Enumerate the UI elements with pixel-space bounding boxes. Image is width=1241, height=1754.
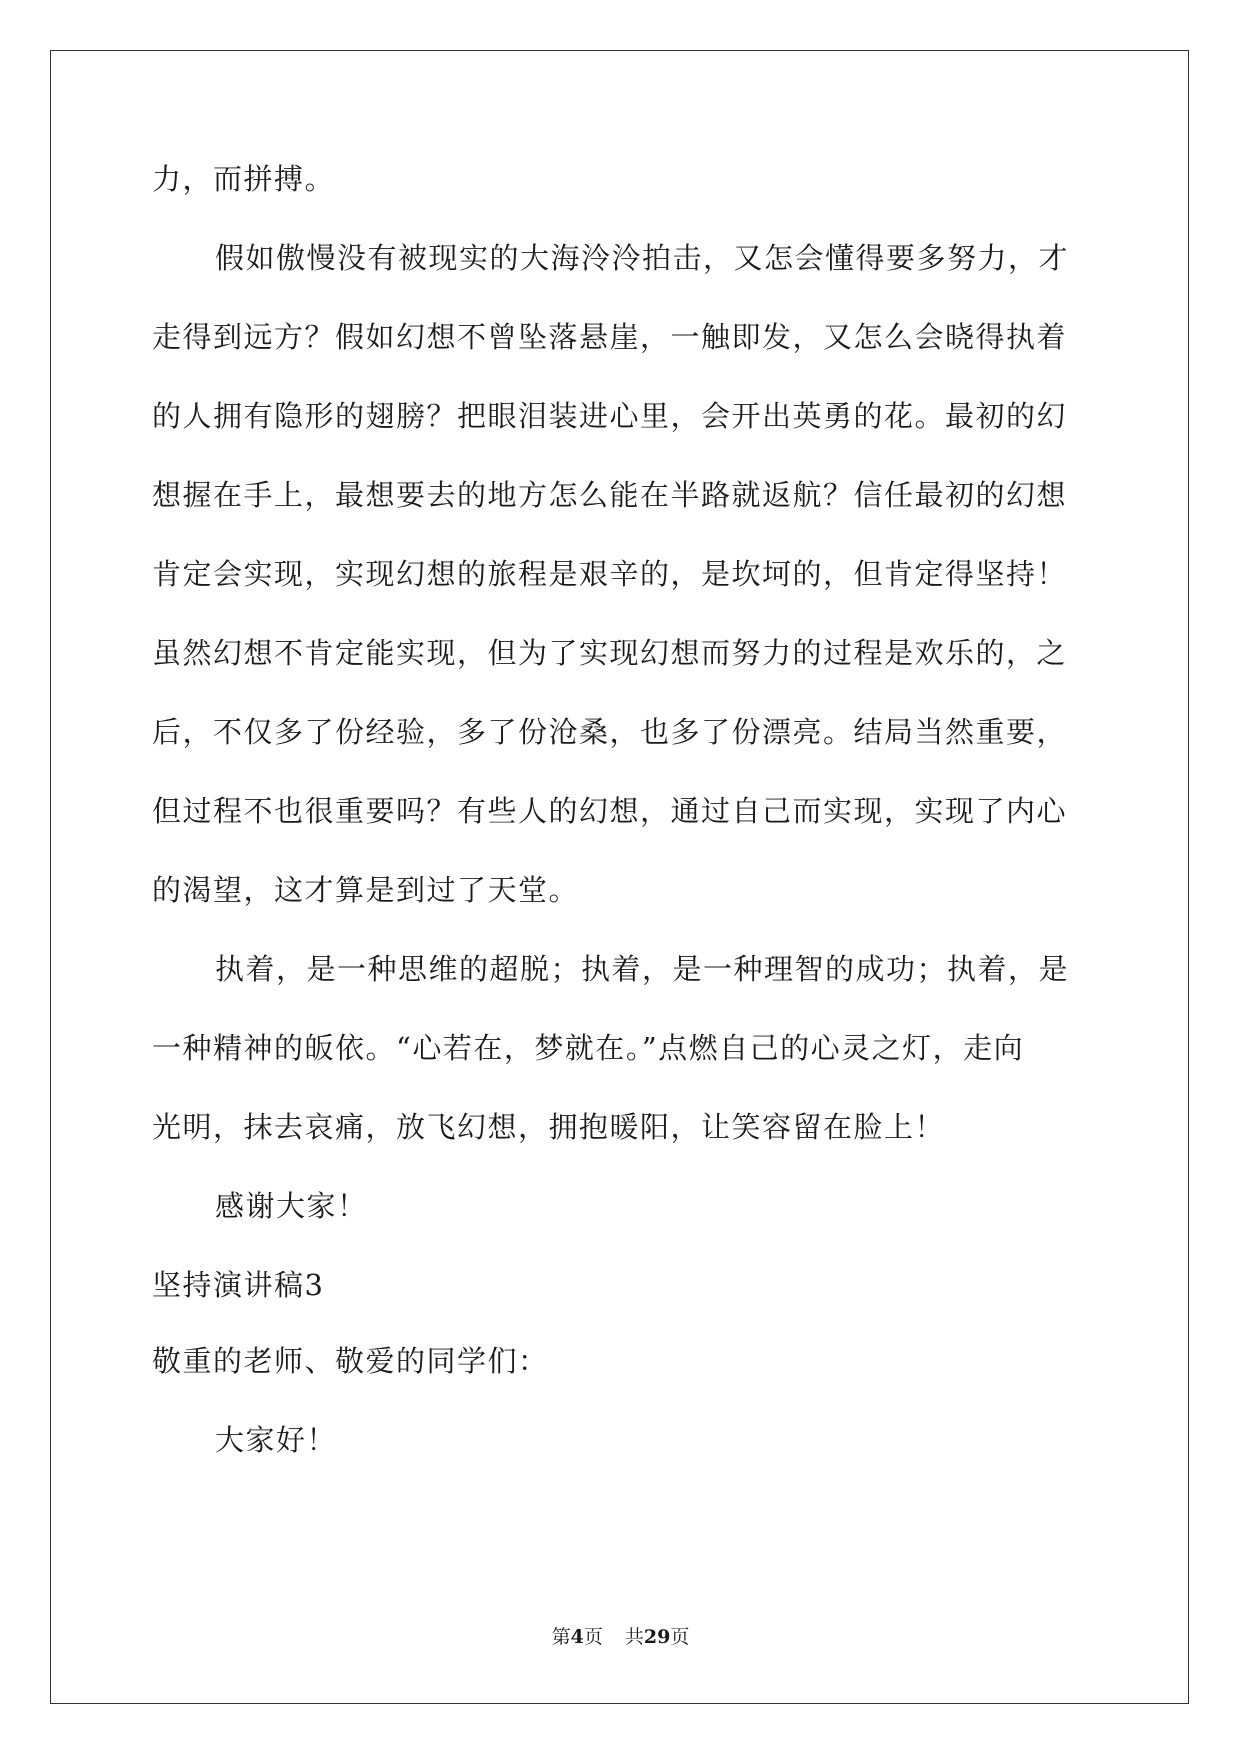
- text-line: 的人拥有隐形的翅膀？把眼泪装进心里，会开出英勇的花。最初的幻: [152, 399, 1068, 433]
- footer-total-pages: 29: [643, 1626, 671, 1648]
- text-line: 但过程不也很重要吗？有些人的幻想，通过自己而实现，实现了内心: [152, 794, 1068, 828]
- text-line: 走得到远方？假如幻想不曾坠落悬崖，一触即发，又怎么会晓得执着: [152, 320, 1068, 354]
- greeting: 大家好！: [215, 1423, 338, 1457]
- footer-page-suffix: 页: [583, 1626, 603, 1648]
- page-footer: [0, 1625, 1241, 1649]
- footer-total-suffix: 页: [670, 1626, 690, 1648]
- text-line: 虽然幻想不肯定能实现，但为了实现幻想而努力的过程是欢乐的，之: [152, 636, 1068, 670]
- text-line: 一种精神的皈依。“心若在，梦就在。”点燃自己的心灵之灯，走向: [152, 1031, 1025, 1065]
- document-body: [152, 160, 1092, 1460]
- footer-total-prefix: 共: [624, 1626, 644, 1648]
- text-line: 肯定会实现，实现幻想的旅程是艰辛的，是坎坷的，但肯定得坚持！: [152, 557, 1068, 591]
- footer-page-number: 4: [570, 1626, 584, 1648]
- text-line: 执着，是一种思维的超脱；执着，是一种理智的成功；执着，是: [215, 952, 1070, 986]
- section-heading: 坚持演讲稿3: [152, 1268, 325, 1302]
- text-line: 光明，抹去哀痛，放飞幻想，拥抱暖阳，让笑容留在脸上！: [152, 1110, 946, 1144]
- footer-prefix: 第: [551, 1626, 571, 1648]
- text-line: 假如傲慢没有被现实的大海泠泠拍击，又怎会懂得要多努力，才: [215, 241, 1070, 275]
- text-line: 力，而拼搏。: [152, 162, 336, 196]
- text-line: 感谢大家！: [215, 1189, 368, 1223]
- text-line: 想握在手上，最想要去的地方怎么能在半路就返航？信任最初的幻想: [152, 478, 1068, 512]
- salutation: 敬重的老师、敬爱的同学们：: [152, 1344, 549, 1378]
- text-line: 后，不仅多了份经验，多了份沧桑，也多了份漂亮。结局当然重要，: [152, 715, 1068, 749]
- text-line: 的渴望，这才算是到过了天堂。: [152, 873, 580, 907]
